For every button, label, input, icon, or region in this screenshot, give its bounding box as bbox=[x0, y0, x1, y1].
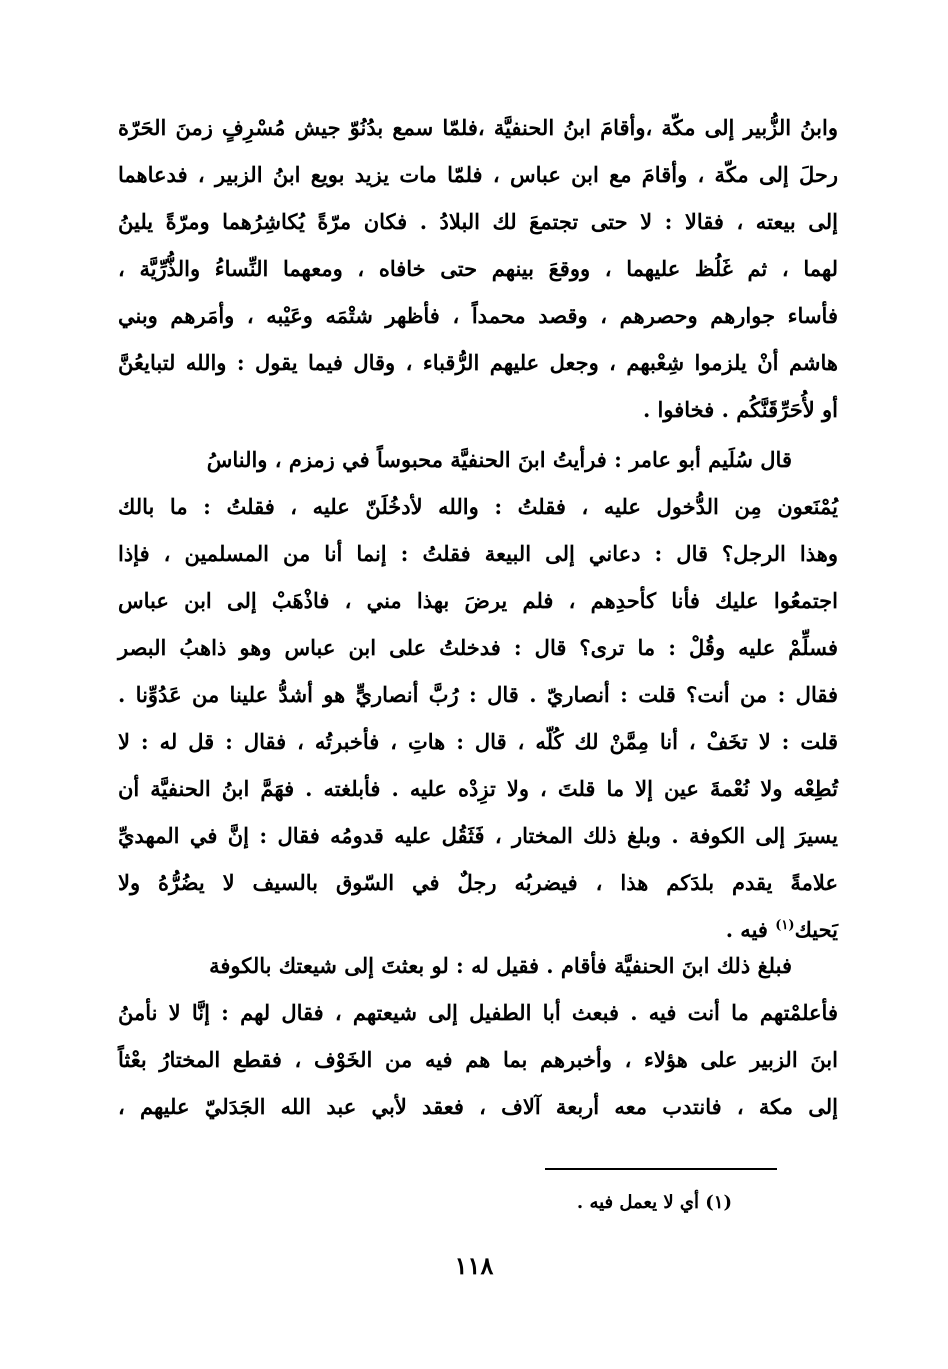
text-line: ابنَ الزبير على هؤلاء ، وأخبرهم بما هم فيه من الخَوْف ، فقطع المختارُ بعْثاً bbox=[118, 1047, 838, 1072]
text-line: أو لأُحَرِّقَنَّكُم . فخافوا . bbox=[642, 397, 838, 422]
text-line: وابنُ الزُّبير إلى مكّة ،وأقامَ ابنُ الحنفيَّة ،فلمّا سمع بدُنُوّ جيش مُسْرِفٍ زمنَ الحَرّة bbox=[118, 115, 838, 140]
text-line: لهما ، ثم غَلُظ عليهما ، ووقعَ بينهم حتى خافاه ، ومعهما النِّساءُ والذُّرِّيَّة ، bbox=[118, 256, 838, 281]
text-line: رحلَ إلى مكّة ، وأقامَ مع ابن عباس ، فلمّا مات يزيد بويع ابنُ الزبير ، فدعاهما bbox=[118, 162, 838, 187]
text-line: إلى بيعته ، فقالا : لا حتى تجتمعَ لك البلادُ . فكان مرّةً يُكاشِرُهما ومرّةً يلينُ bbox=[118, 209, 838, 234]
text-line: إلى مكة ، فانتدب معه أربعة آلاف ، فعقد لأبي عبد الله الجَدَليّ عليهم ، bbox=[118, 1094, 838, 1119]
text-line: فسلِّمْ عليه وقُلْ : ما ترى؟ قال : فدخلتُ على ابن عباس وهو ذاهبُ البصر bbox=[118, 635, 838, 660]
text-fragment: فيه . bbox=[725, 917, 776, 942]
footnote-reference[interactable]: (١) bbox=[775, 918, 795, 933]
text-line: قال سُلَيم أبو عامر : فرأيتُ ابنَ الحنفيَّة محبوساً في زمزم ، والناسُ bbox=[206, 447, 792, 472]
paragraph-1 bbox=[118, 104, 838, 433]
footnote-divider bbox=[545, 1168, 777, 1170]
text-line: وهذا الرجل؟ قال : دعاني إلى البيعة فقلتُ : إنما أنا من المسلمين ، فإذا bbox=[118, 541, 838, 566]
text-line: تُطِعْه ولا نُعْمةَ عين إلا ما قلتَ ، ولا تزِدْه عليه . فأبلغته . فهَمَّ ابنُ الحنفيَّة أن bbox=[118, 776, 838, 801]
text-line: هاشم أنْ يلزموا شِعْبهم ، وجعل عليهم الرُّقباء ، وقال فيما يقول : والله لتبايعُنَّ bbox=[118, 350, 838, 375]
page-number: ١١٨ bbox=[454, 1251, 494, 1280]
text-line: فأعلمْتهم ما أنت فيه . فبعث أبا الطفيل إلى شيعتهم ، فقال لهم : إنَّا لا نأمنُ bbox=[118, 1000, 838, 1025]
text-line: فبلغ ذلك ابنَ الحنفيَّة فأقام . فقيل له : لو بعثتَ إلى شيعتك بالكوفة bbox=[209, 953, 792, 978]
text-line: اجتمعُوا عليك فأنا كأحدِهم ، فلم يرضَ بهذا مني ، فاذْهَبْ إلى ابن عباس bbox=[118, 588, 838, 613]
text-line: يُمْنَعون مِن الدُّخول عليه ، فقلتُ : والله لأدخُلَنّ عليه ، فقلتُ : ما بالك bbox=[118, 494, 838, 519]
text-line: فأساء جوارهم وحصرهم ، وقصد محمداً ، فأظهر شتْمَه وعَيْبه ، وأمَرهم وبني bbox=[118, 303, 838, 328]
text-line: علامةً يقدم بلدَكم هذا ، فيضربُه رجلٌ في السّوق بالسيف لا يضُرُّهُ ولا bbox=[118, 870, 838, 895]
footnote: (١) أي لا يعمل فيه . bbox=[576, 1192, 732, 1213]
paragraph-2 bbox=[118, 436, 838, 953]
text-line: فقال : من أنت؟ قلت : أنصاريّ . قال : رُبَّ أنصاريٍّ هو أشدُّ علينا من عَدُوِّنا . bbox=[118, 682, 838, 707]
text-fragment: يَحيك bbox=[794, 917, 838, 942]
paragraph-3 bbox=[118, 942, 838, 1130]
text-line: قلت : لا تخَفْ ، أنا مِمَّنْ لك كُلّه ، قال : هاتِ ، فأخبرتُه ، فقال : قل له : لا bbox=[118, 729, 838, 754]
text-line: يسيرَ إلى الكوفة . وبلغ ذلك المختار ، فَثَقُل عليه قدومُه فقال : إنَّ في المهديِّ bbox=[118, 823, 838, 848]
